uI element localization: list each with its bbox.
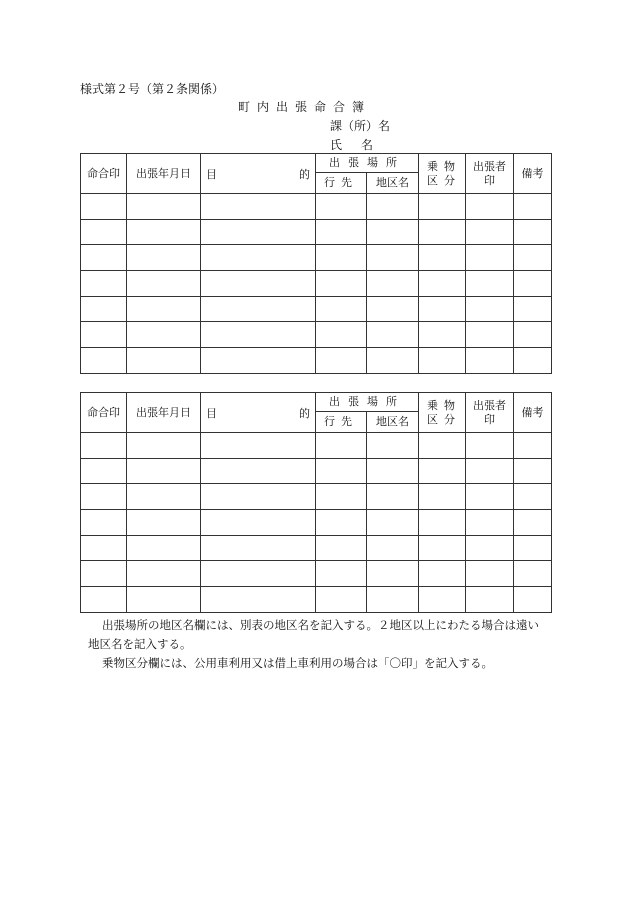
cell[interactable] <box>81 194 127 220</box>
cell[interactable] <box>81 271 127 297</box>
table-row <box>81 484 552 510</box>
header-place: 出張場所 <box>316 154 419 173</box>
cell[interactable] <box>514 348 552 374</box>
cell[interactable] <box>466 322 514 348</box>
cell[interactable] <box>514 510 552 536</box>
notes <box>88 616 554 673</box>
cell[interactable] <box>316 458 367 484</box>
cell[interactable] <box>127 535 201 561</box>
note-line-3: 乗物区分欄には、公用車利用又は借上車利用の場合は「〇印」を記入する。 <box>102 656 493 670</box>
cell[interactable] <box>514 587 552 613</box>
purpose-left: 目 <box>206 406 217 420</box>
cell[interactable] <box>367 535 419 561</box>
header-row <box>81 154 552 173</box>
cell[interactable] <box>127 219 201 245</box>
cell[interactable] <box>81 322 127 348</box>
cell[interactable] <box>419 535 466 561</box>
cell[interactable] <box>514 245 552 271</box>
table-row <box>81 561 552 587</box>
cell[interactable] <box>316 587 367 613</box>
title-block <box>238 98 393 155</box>
cell[interactable] <box>201 587 316 613</box>
table-row <box>81 296 552 322</box>
cell[interactable] <box>419 510 466 536</box>
cell[interactable] <box>316 219 367 245</box>
ledger-table-2 <box>80 392 552 613</box>
table-row <box>81 271 552 297</box>
cell[interactable] <box>466 296 514 322</box>
cell[interactable] <box>419 219 466 245</box>
header-place: 出張場所 <box>316 393 419 412</box>
cell[interactable] <box>316 296 367 322</box>
page-title: 町内出張命合簿 <box>238 100 372 114</box>
cell[interactable] <box>127 194 201 220</box>
header-remarks: 備考 <box>514 154 552 194</box>
cell[interactable] <box>201 271 316 297</box>
cell[interactable] <box>419 484 466 510</box>
ledger-table-1 <box>80 153 552 374</box>
table-row <box>81 219 552 245</box>
cell[interactable] <box>316 194 367 220</box>
cell[interactable] <box>201 219 316 245</box>
cell[interactable] <box>316 245 367 271</box>
cell[interactable] <box>367 245 419 271</box>
cell[interactable] <box>81 296 127 322</box>
cell[interactable] <box>466 271 514 297</box>
note-line-2: 地区名を記入する。 <box>88 637 192 651</box>
cell[interactable] <box>466 194 514 220</box>
cell[interactable] <box>514 296 552 322</box>
table-row <box>81 245 552 271</box>
cell[interactable] <box>316 322 367 348</box>
cell[interactable] <box>367 587 419 613</box>
traveler-top: 出張者 <box>473 159 506 173</box>
cell[interactable] <box>81 484 127 510</box>
cell[interactable] <box>127 245 201 271</box>
table-row <box>81 322 552 348</box>
cell[interactable] <box>514 271 552 297</box>
header-destination: 行先 <box>316 412 367 433</box>
vehicle-top: 乗物 <box>427 159 461 173</box>
header-date: 出張年月日 <box>127 154 201 194</box>
traveler-bottom: 印 <box>484 173 495 187</box>
cell[interactable] <box>127 322 201 348</box>
cell[interactable] <box>419 458 466 484</box>
cell[interactable] <box>127 510 201 536</box>
cell[interactable] <box>466 245 514 271</box>
cell[interactable] <box>367 561 419 587</box>
cell[interactable] <box>316 510 367 536</box>
vehicle-bottom: 区分 <box>427 412 461 426</box>
cell[interactable] <box>367 348 419 374</box>
cell[interactable] <box>466 458 514 484</box>
cell[interactable] <box>419 587 466 613</box>
cell[interactable] <box>514 194 552 220</box>
header-remarks: 備考 <box>514 393 552 433</box>
header-destination: 行先 <box>316 173 367 194</box>
cell[interactable] <box>81 561 127 587</box>
cell[interactable] <box>201 535 316 561</box>
cell[interactable] <box>201 484 316 510</box>
cell[interactable] <box>419 194 466 220</box>
cell[interactable] <box>419 561 466 587</box>
purpose-left: 目 <box>206 167 217 181</box>
name-label: 氏名 <box>330 138 393 152</box>
cell[interactable] <box>466 535 514 561</box>
traveler-top: 出張者 <box>473 398 506 412</box>
table-row <box>81 348 552 374</box>
cell[interactable] <box>201 433 316 459</box>
traveler-bottom: 印 <box>484 412 495 426</box>
header-traveler <box>466 154 514 194</box>
cell[interactable] <box>81 433 127 459</box>
cell[interactable] <box>127 561 201 587</box>
form-number: 様式第２号（第２条関係） <box>80 82 225 96</box>
cell[interactable] <box>514 561 552 587</box>
header-purpose <box>201 393 316 433</box>
header-order-seal: 命合印 <box>81 154 127 194</box>
cell[interactable] <box>201 561 316 587</box>
purpose-right: 的 <box>299 406 310 420</box>
cell[interactable] <box>316 535 367 561</box>
cell[interactable] <box>316 271 367 297</box>
cell[interactable] <box>81 219 127 245</box>
cell[interactable] <box>316 561 367 587</box>
cell[interactable] <box>514 433 552 459</box>
header-row <box>81 393 552 412</box>
cell[interactable] <box>367 219 419 245</box>
cell[interactable] <box>419 322 466 348</box>
table-row <box>81 535 552 561</box>
cell[interactable] <box>127 458 201 484</box>
purpose-right: 的 <box>299 167 310 181</box>
table-row <box>81 194 552 220</box>
cell[interactable] <box>201 194 316 220</box>
cell[interactable] <box>466 484 514 510</box>
cell[interactable] <box>81 245 127 271</box>
cell[interactable] <box>514 484 552 510</box>
cell[interactable] <box>127 271 201 297</box>
vehicle-top: 乗物 <box>427 398 461 412</box>
cell[interactable] <box>367 484 419 510</box>
table-row <box>81 458 552 484</box>
cell[interactable] <box>514 219 552 245</box>
table-row <box>81 510 552 536</box>
cell[interactable] <box>127 348 201 374</box>
header-district: 地区名 <box>367 173 419 194</box>
cell[interactable] <box>419 433 466 459</box>
header-vehicle <box>419 393 466 433</box>
cell[interactable] <box>367 510 419 536</box>
cell[interactable] <box>514 535 552 561</box>
cell[interactable] <box>201 348 316 374</box>
cell[interactable] <box>316 484 367 510</box>
cell[interactable] <box>127 433 201 459</box>
cell[interactable] <box>201 245 316 271</box>
cell[interactable] <box>419 245 466 271</box>
cell[interactable] <box>81 458 127 484</box>
header-vehicle <box>419 154 466 194</box>
cell[interactable] <box>466 587 514 613</box>
cell[interactable] <box>466 219 514 245</box>
cell[interactable] <box>419 348 466 374</box>
cell[interactable] <box>201 296 316 322</box>
cell[interactable] <box>81 510 127 536</box>
header-traveler <box>466 393 514 433</box>
header-purpose <box>201 154 316 194</box>
cell[interactable] <box>367 458 419 484</box>
table-row <box>81 587 552 613</box>
section-label: 課（所）名 <box>330 119 391 133</box>
cell[interactable] <box>81 587 127 613</box>
cell[interactable] <box>466 561 514 587</box>
cell[interactable] <box>367 296 419 322</box>
cell[interactable] <box>466 433 514 459</box>
cell[interactable] <box>201 510 316 536</box>
table-row <box>81 433 552 459</box>
cell[interactable] <box>367 271 419 297</box>
cell[interactable] <box>514 458 552 484</box>
note-line-1: 出張場所の地区名欄には、別表の地区名を記入する。２地区以上にわたる場合は遠い <box>102 618 539 632</box>
cell[interactable] <box>81 348 127 374</box>
cell[interactable] <box>419 271 466 297</box>
cell[interactable] <box>367 322 419 348</box>
vehicle-bottom: 区分 <box>427 173 461 187</box>
cell[interactable] <box>316 433 367 459</box>
cell[interactable] <box>127 484 201 510</box>
cell[interactable] <box>419 296 466 322</box>
cell[interactable] <box>127 296 201 322</box>
header-district: 地区名 <box>367 412 419 433</box>
cell[interactable] <box>81 535 127 561</box>
cell[interactable] <box>367 194 419 220</box>
header-date: 出張年月日 <box>127 393 201 433</box>
cell[interactable] <box>201 322 316 348</box>
cell[interactable] <box>127 587 201 613</box>
cell[interactable] <box>466 510 514 536</box>
cell[interactable] <box>466 348 514 374</box>
header-order-seal: 命合印 <box>81 393 127 433</box>
cell[interactable] <box>201 458 316 484</box>
cell[interactable] <box>316 348 367 374</box>
cell[interactable] <box>514 322 552 348</box>
cell[interactable] <box>367 433 419 459</box>
